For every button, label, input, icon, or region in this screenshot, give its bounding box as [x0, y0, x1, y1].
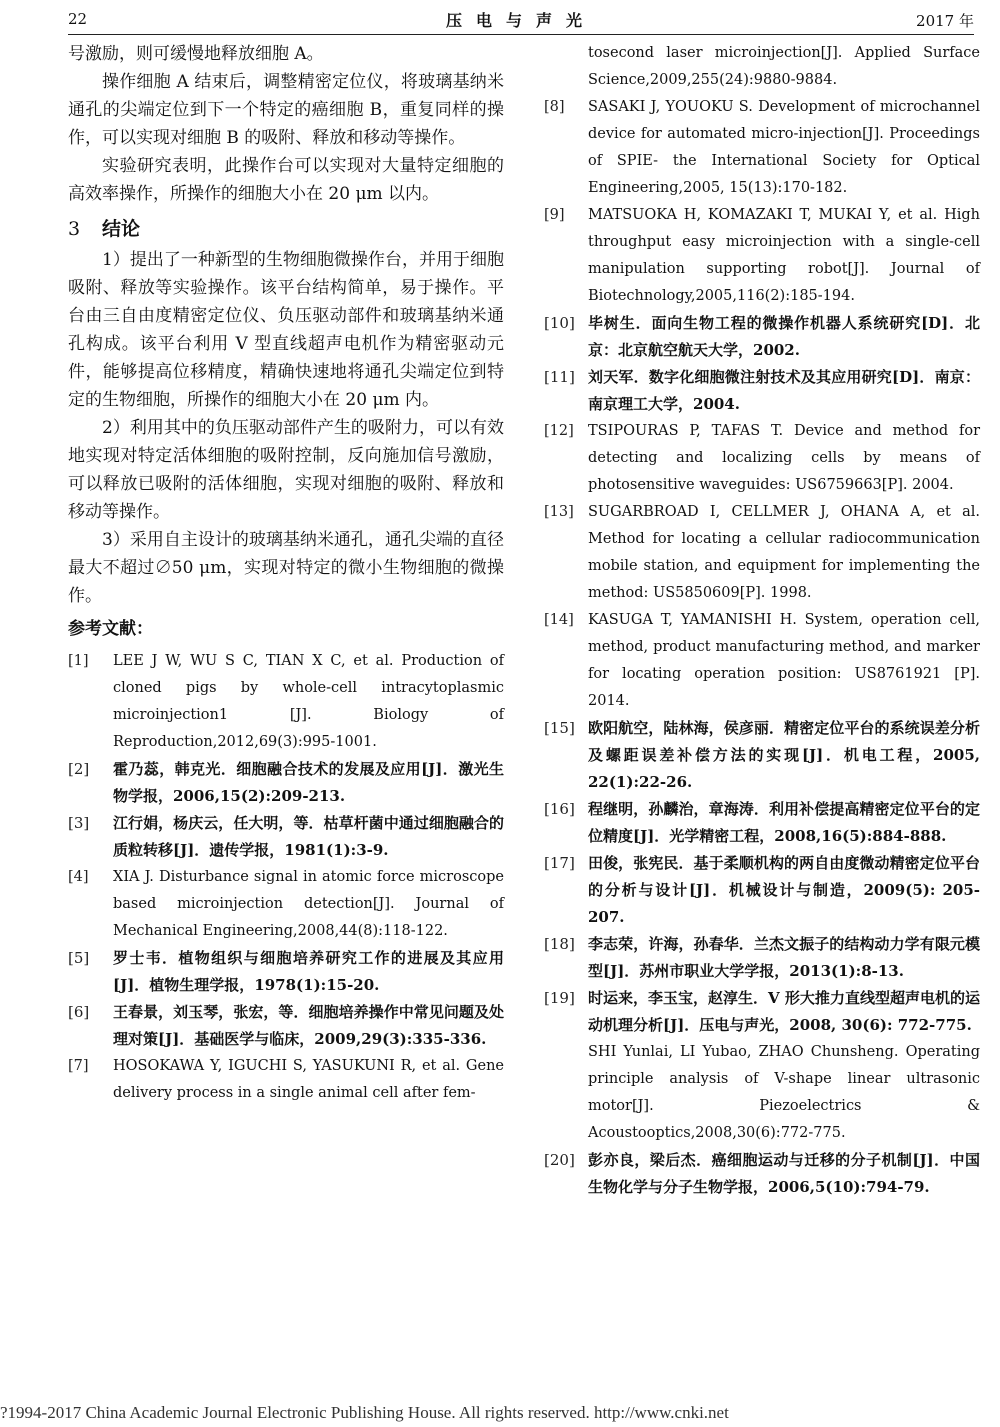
reference-item	[68, 648, 504, 756]
reference-text: 田俊，张宪民．基于柔顺机构的两自由度微动精密定位平台的分析与设计[J]．机械设计与制造，2009(5): 205-207.	[588, 854, 980, 926]
reference-number: [12]	[544, 423, 574, 439]
reference-item	[68, 864, 504, 945]
reference-item	[544, 850, 980, 931]
reference-text: 毕树生．面向生物工程的微操作机器人系统研究[D]．北京：北京航空航天大学，2002.	[588, 314, 980, 359]
reference-text: 王春景，刘玉琴，张宏，等．细胞培养操作中常见问题及处理对策[J]．基础医学与临床，2009,29(3):335-336.	[113, 1003, 504, 1048]
reference-text: 罗士韦．植物组织与细胞培养研究工作的进展及其应用[J]．植物生理学报，1978(1):15-20.	[113, 949, 504, 994]
reference-number: [15]	[544, 719, 575, 737]
right-column	[544, 40, 980, 1201]
reference-text: SASAKI J, YOUOKU S. Development of microchannel device for automated micro-injection[J]. Proceedings of SPIE- the International Society for Optical Engineering,2005, 15(13):170-182.	[588, 99, 980, 196]
reference-number: [14]	[544, 612, 574, 628]
reference-number: [10]	[544, 314, 575, 332]
reference-number: [17]	[544, 854, 575, 872]
reference-item-continued	[544, 40, 980, 94]
conclusion-paragraph: 2）利用其中的负压驱动部件产生的吸附力，可以有效地实现对特定活体细胞的吸附控制，反向施加信号激励，可以释放已吸附的活体细胞，实现对细胞的吸附、释放和移动等操作。	[68, 418, 504, 522]
reference-item	[544, 985, 980, 1039]
reference-number: [13]	[544, 504, 574, 520]
reference-text: 欧阳航空，陆林海，侯彦丽．精密定位平台的系统误差分析及螺距误差补偿方法的实现[J]．机电工程，2005, 22(1):22-26.	[588, 719, 980, 791]
section-number: 3	[68, 218, 81, 240]
body-paragraph: 操作细胞 A 结束后，调整精密定位仪，将玻璃基纳米通孔的尖端定位到下一个特定的癌细胞 B，重复同样的操作，可以实现对细胞 B 的吸附、释放和移动等操作。	[68, 72, 504, 148]
reference-item	[544, 1147, 980, 1201]
reference-text: XIA J. Disturbance signal in atomic force microscope based microinjection detection[J]. Journal of Mechanical Engineering,2008,44(8):118-122.	[113, 869, 504, 939]
reference-number: [7]	[68, 1058, 89, 1074]
reference-number: [16]	[544, 800, 575, 818]
copyright-footer: ?1994-2017 China Academic Journal Electronic Publishing House. All rights reserved. http://www.cnki.net	[0, 1403, 729, 1422]
references-heading: 参考文献：	[68, 619, 153, 639]
body-paragraph: 号激励，则可缓慢地释放细胞 A。	[68, 44, 324, 64]
reference-item	[68, 756, 504, 810]
reference-text: LEE J W, WU S C, TIAN X C, et al. Production of cloned pigs by whole-cell intracytoplasmic microinjection1 [J]. Biology of Reproduction,2012,69(3):995-1001.	[113, 653, 504, 750]
reference-item	[544, 94, 980, 202]
publication-year: 2017 年	[916, 12, 974, 30]
reference-number: [20]	[544, 1151, 575, 1169]
reference-item	[68, 999, 504, 1053]
reference-item	[544, 931, 980, 985]
reference-text: 时运来，李玉宝，赵淳生．V 形大推力直线型超声电机的运动机理分析[J]．压电与声光，2008, 30(6): 772-775.	[588, 989, 980, 1034]
running-header	[68, 4, 974, 35]
reference-item	[544, 202, 980, 310]
reference-item-translation	[544, 1039, 980, 1147]
reference-number: [1]	[68, 653, 89, 669]
reference-item	[544, 499, 980, 607]
reference-text: KASUGA T, YAMANISHI H. System, operation cell, method, product manufacturing method, and marker for locating operation position: US8761921 [P]. 2014.	[588, 612, 980, 709]
reference-text: HOSOKAWA Y, IGUCHI S, YASUKUNI R, et al. Gene delivery process in a single animal cell after fem-	[113, 1058, 504, 1101]
journal-title: 压电与声光	[445, 11, 596, 30]
reference-item	[544, 310, 980, 364]
reference-number: [19]	[544, 989, 575, 1007]
left-column	[68, 40, 504, 1107]
reference-text: 江行娟，杨庆云，任大明，等．枯草杆菌中通过细胞融合的质粒转移[J]．遗传学报，1981(1):3-9.	[113, 814, 504, 859]
reference-number: [4]	[68, 869, 89, 885]
section-heading	[68, 214, 504, 244]
reference-text: SUGARBROAD I, CELLMER J, OHANA A, et al. Method for locating a cellular radiocommunication mobile station, and equipment for implementing the method: US5850609[P]. 1998.	[588, 504, 980, 601]
reference-item	[544, 796, 980, 850]
reference-number: [8]	[544, 99, 565, 115]
reference-number: [2]	[68, 760, 90, 778]
page-number: 22	[68, 10, 88, 28]
reference-text: 霍乃蕊，韩克光．细胞融合技术的发展及应用[J]．激光生物学报，2006,15(2):209-213.	[113, 760, 504, 805]
reference-number: [11]	[544, 368, 575, 386]
conclusion-paragraph: 3）采用自主设计的玻璃基纳米通孔，通孔尖端的直径最大不超过∅50 μm，实现对特定的微小生物细胞的微操作。	[68, 530, 504, 606]
reference-item	[68, 1053, 504, 1107]
reference-number: [18]	[544, 935, 575, 953]
reference-item	[544, 418, 980, 499]
reference-item	[544, 607, 980, 715]
reference-text: MATSUOKA H, KOMAZAKI T, MUKAI Y, et al. High throughput easy microinjection with a single-cell manipulation supporting robot[J]. Journal of Biotechnology,2005,116(2):185-194.	[588, 207, 980, 304]
section-title: 结论	[102, 218, 141, 240]
reference-item	[68, 945, 504, 999]
reference-item	[544, 715, 980, 796]
reference-text: 刘天军．数字化细胞微注射技术及其应用研究[D]．南京：南京理工大学，2004.	[588, 368, 980, 413]
reference-number: [3]	[68, 814, 90, 832]
reference-item	[544, 364, 980, 418]
reference-text: TSIPOURAS P, TAFAS T. Device and method for detecting and localizing cells by means of photosensitive waveguides: US6759663[P]. 2004.	[588, 423, 980, 493]
reference-number: [6]	[68, 1003, 90, 1021]
reference-number: [9]	[544, 207, 565, 223]
reference-text: 彭亦良，梁后杰．癌细胞运动与迁移的分子机制[J]．中国生物化学与分子生物学报，2006,5(10):794-79.	[588, 1151, 980, 1196]
reference-item	[68, 810, 504, 864]
reference-number: [5]	[68, 949, 90, 967]
reference-text: 程继明，孙麟治，章海涛．利用补偿提高精密定位平台的定位精度[J]．光学精密工程，2008,16(5):884-888.	[588, 800, 980, 845]
reference-text: 李志荣，许海，孙春华．兰杰文振子的结构动力学有限元模型[J]．苏州市职业大学学报，2013(1):8-13.	[588, 935, 980, 980]
reference-text: tosecond laser microinjection[J]. Applied Surface Science,2009,255(24):9880-9884.	[588, 45, 980, 88]
body-paragraph: 实验研究表明，此操作台可以实现对大量特定细胞的高效率操作，所操作的细胞大小在 20 μm 以内。	[68, 156, 504, 204]
conclusion-paragraph: 1）提出了一种新型的生物细胞微操作台，并用于细胞吸附、释放等实验操作。该平台结构简单，易于操作。平台由三自由度精密定位仪、负压驱动部件和玻璃基纳米通孔构成。该平台利用 V 型直线超声电机作为精密驱动元件，能够提高位移精度，精确快速地将通孔尖端定位到特定的生物细胞，所操作的细胞大小在 20 μm 内。	[68, 250, 504, 410]
reference-text: SHI Yunlai, LI Yubao, ZHAO Chunsheng. Operating principle analysis of V-shape linear ultrasonic motor[J]. Piezoelectrics & Acoustooptics,2008,30(6):772-775.	[588, 1044, 980, 1141]
